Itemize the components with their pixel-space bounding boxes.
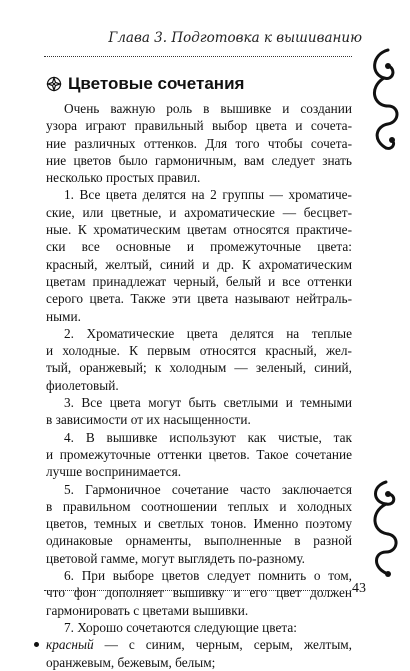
list-item-continuation: оранжевым, бежевым, белым;	[46, 654, 216, 670]
text-line: лучше воспринимается.	[46, 464, 182, 480]
ornamental-flower-icon	[46, 76, 62, 92]
text-line: 7. Хорошо сочетаются следующие цвета:	[64, 619, 297, 635]
text-line: что фон дополняет вышивку и его цвет должен	[46, 585, 352, 601]
text-line: ние различных оттенков. Для того чтобы сочета-	[46, 135, 352, 151]
text-line: серого цвета. Также эти цвета называют нейтраль-	[46, 291, 352, 307]
flourish-ornament-icon	[358, 44, 404, 154]
text-line: 5. Гармоничное сочетание часто заключается	[64, 481, 352, 497]
list-item	[46, 636, 352, 653]
text-line: тый, оранжевый; к холодным — зеленый, синий,	[46, 360, 352, 376]
text-line: в правильном соотношении теплых и холодных	[46, 498, 352, 514]
text-line: 4. В вышивке используют как чистые, так	[64, 429, 352, 445]
color-term: красный	[46, 637, 94, 653]
text-line: несколько простых правил.	[46, 170, 201, 186]
footer-dotted-rule	[44, 590, 334, 591]
list-item-text: — с синим, черным, серым, желтым,	[93, 637, 352, 653]
running-head: Глава 3. Подготовка к вышиванию	[108, 30, 362, 46]
text-line: и холодные. К первым относятся красный, жел-	[46, 343, 352, 359]
text-line: фиолетовый.	[46, 377, 119, 393]
text-line: ные. К хроматическим цветам относятся практиче-	[46, 222, 352, 238]
bullet-icon	[34, 642, 39, 647]
text-line: ние цветов было гармоничным, вам следует знать	[46, 152, 352, 168]
text-line: гармонировать с цветами вышивки.	[46, 602, 249, 618]
text-line: 2. Хроматические цвета делятся на теплые	[64, 325, 352, 341]
text-line: Очень важную роль в вышивке и создании	[64, 101, 352, 116]
section-title	[46, 74, 244, 94]
header-dotted-rule	[44, 56, 352, 57]
text-line: ские, или цветные, и ахроматические — бесцвет-	[46, 204, 352, 220]
text-line: цветам принадлежат черный, белый и все оттенки	[46, 273, 352, 289]
text-line: узора играют правильный выбор цвета и сочета-	[46, 118, 352, 134]
flourish-ornament-icon	[358, 478, 404, 578]
text-line: и промежуточные оттенки цветов. Такое сочетание	[46, 446, 352, 462]
text-line: одинаковые орнаменты, выполненные в разной	[46, 533, 352, 549]
section-heading: Цветовые сочетания	[68, 74, 245, 93]
text-line: ски все основные и промежуточные цвета:	[46, 239, 352, 255]
body-text	[46, 100, 352, 671]
text-line: 1. Все цвета делятся на 2 группы — хроматиче-	[64, 187, 352, 203]
text-line: цветов, темных и светлых тонов. Именно поэтому	[46, 516, 352, 532]
text-line: цветовой гамме, могут выглядеть по-разному.	[46, 550, 305, 566]
text-line: в зависимости от их насыщенности.	[46, 412, 251, 428]
text-line: 3. Все цвета могут быть светлыми и темными	[64, 395, 352, 411]
text-line: 6. При выборе цветов следует помнить о том,	[64, 568, 352, 584]
page-number: 43	[352, 581, 366, 596]
text-line: ными.	[46, 308, 81, 324]
text-line: красный, желтый, синий и др. К ахроматическим	[46, 256, 352, 272]
